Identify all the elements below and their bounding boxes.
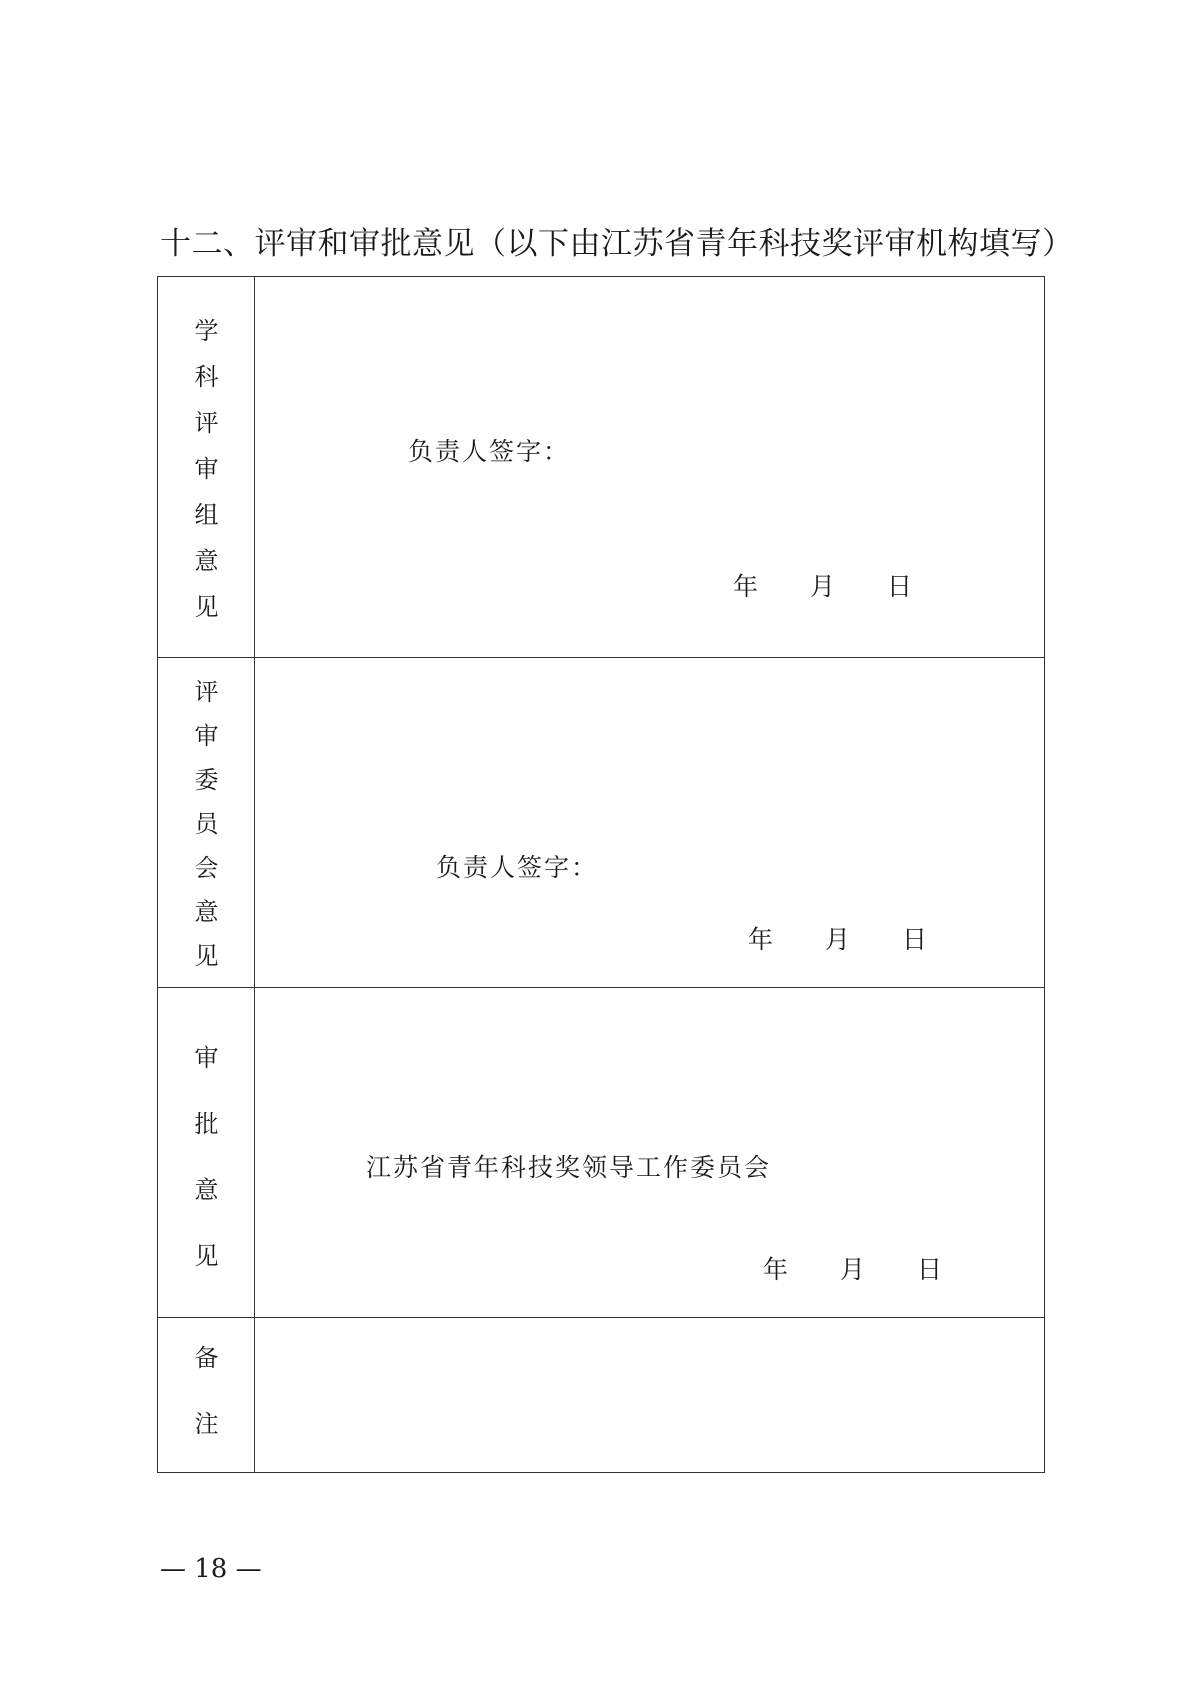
row-label-cell	[158, 988, 255, 1317]
row-discipline-review	[158, 277, 1044, 657]
review-approval-table	[157, 276, 1045, 1473]
date-year: 年	[763, 1255, 789, 1284]
date-line	[733, 567, 912, 603]
date-month: 月	[839, 1255, 865, 1284]
date-line	[748, 920, 927, 956]
date-day: 日	[916, 1255, 942, 1284]
date-line	[763, 1250, 942, 1286]
row-label-cell	[158, 1318, 255, 1472]
row-label-cell	[158, 277, 255, 657]
row-approval	[158, 987, 1044, 1317]
date-day: 日	[901, 925, 927, 954]
date-month: 月	[824, 925, 850, 954]
date-month: 月	[809, 572, 835, 601]
date-year: 年	[748, 925, 774, 954]
org-name: 江苏省青年科技奖领导工作委员会	[366, 1153, 772, 1182]
row-label-approval: 审 批 意 见	[194, 1044, 219, 1270]
signature-label: 负责人签字：	[436, 853, 599, 882]
signature-label: 负责人签字：	[408, 437, 571, 466]
row-label-remarks: 备 注	[194, 1344, 219, 1438]
row-label-cell	[158, 658, 255, 987]
row-committee-review	[158, 657, 1044, 987]
row-remarks	[158, 1317, 1044, 1472]
section-title: 十二、评审和审批意见（以下由江苏省青年科技奖评审机构填写）	[160, 226, 1074, 262]
row-label-discipline-review: 学 科 评 审 组 意 见	[194, 317, 219, 621]
page-number: — 18 —	[160, 1554, 262, 1584]
row-label-committee-review: 评 审 委 员 会 意 见	[194, 678, 219, 970]
date-year: 年	[733, 572, 759, 601]
date-day: 日	[886, 572, 912, 601]
